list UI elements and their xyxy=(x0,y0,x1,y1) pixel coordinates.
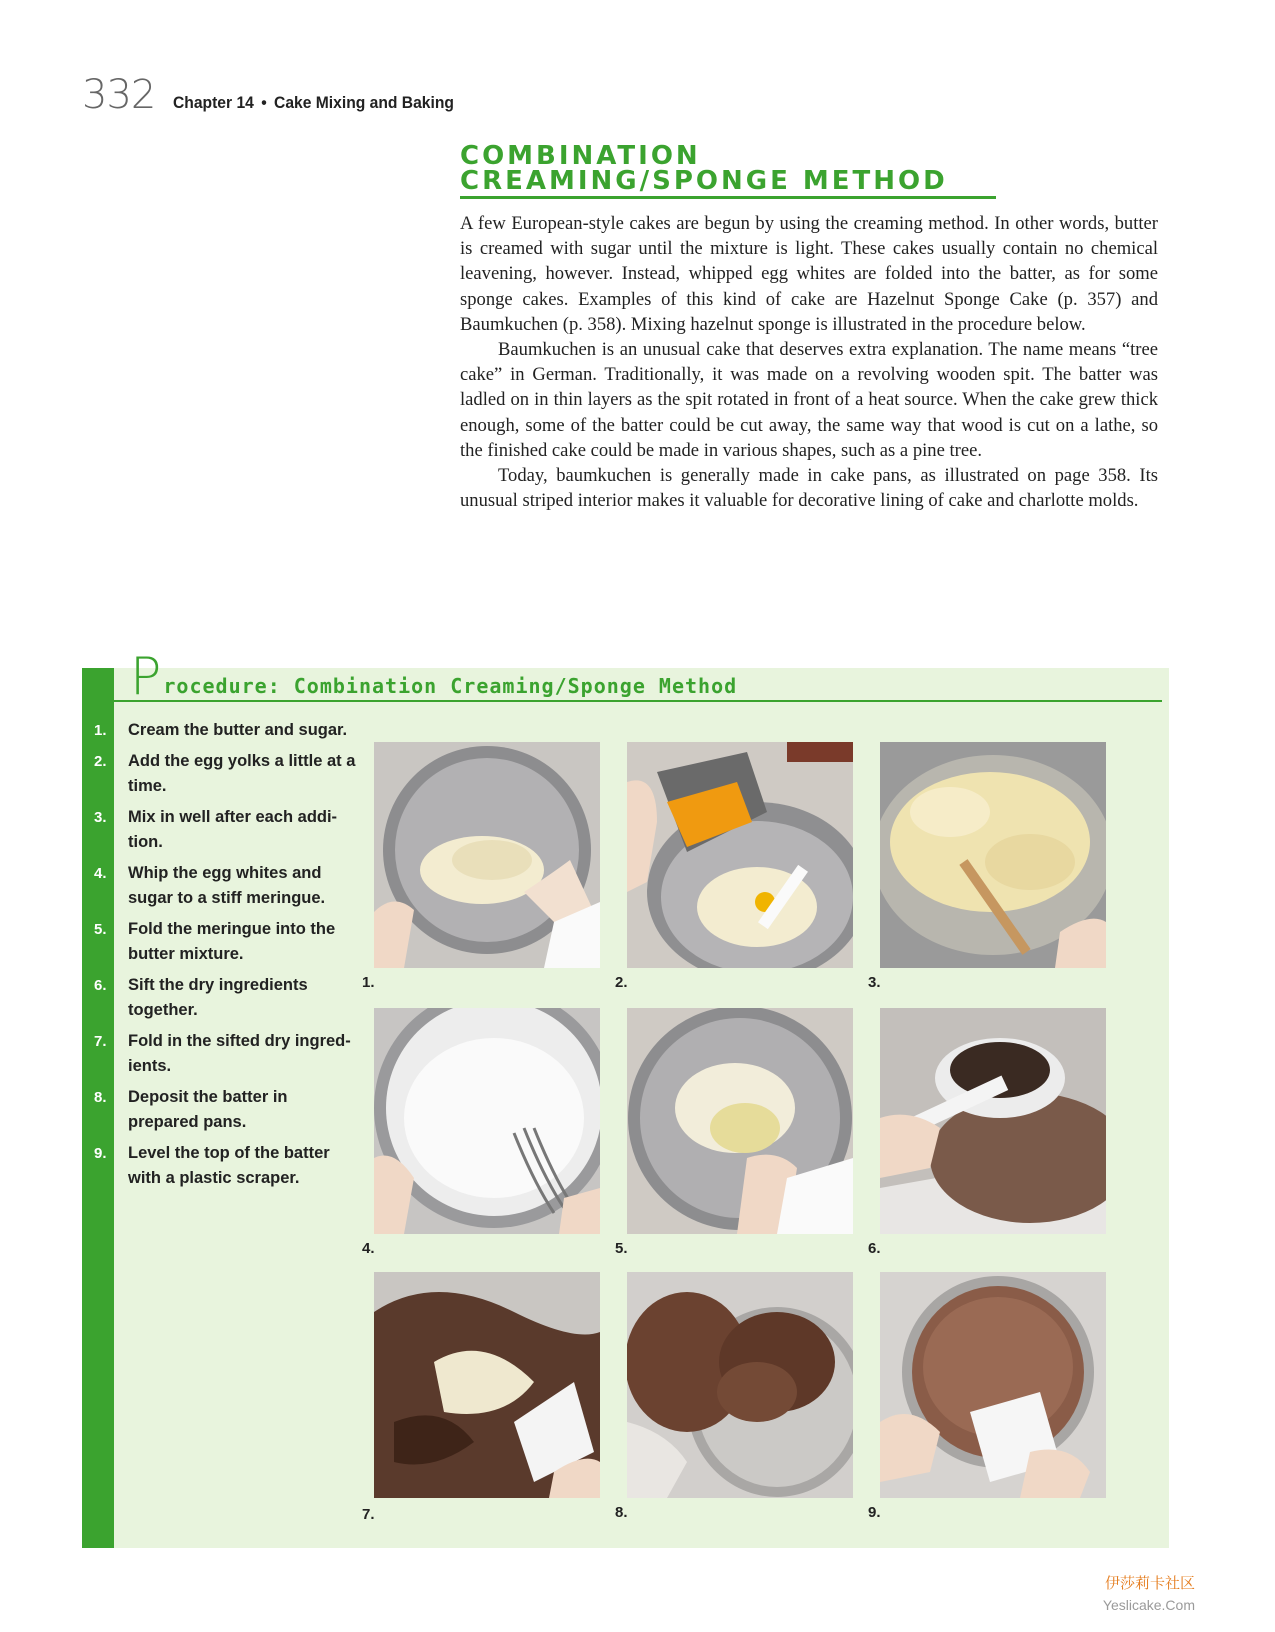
procedure-step xyxy=(82,805,362,855)
procedure-step xyxy=(82,917,362,967)
procedure-step xyxy=(82,1029,362,1079)
photo-level-batter xyxy=(880,1272,1106,1498)
step-number: 7. xyxy=(94,1033,107,1050)
procedure-step xyxy=(82,749,362,799)
watermark-cn: 伊莎莉卡社区 xyxy=(1104,1574,1195,1592)
photo-label: 6. xyxy=(868,1240,881,1257)
photo-label: 7. xyxy=(362,1506,375,1523)
chapter-heading xyxy=(173,93,454,113)
photo-label: 3. xyxy=(868,974,881,991)
procedure-step xyxy=(82,861,362,911)
step-text: Fold the meringue into the butter mixture. xyxy=(128,920,336,963)
step-text: Fold in the sifted dry ingred-ients. xyxy=(128,1032,351,1075)
step-number: 2. xyxy=(94,753,107,770)
photo-mix-well xyxy=(880,742,1106,968)
step-number: 5. xyxy=(94,921,107,938)
paragraph: Today, baumkuchen is generally made in cake pans, as illustrated on page 358. Its unusual striped interior makes it valuable for decorative lining of cake and charlotte molds. xyxy=(460,465,1158,512)
step-number: 9. xyxy=(94,1145,107,1162)
photo-whip-meringue xyxy=(374,1008,600,1234)
photo-label: 1. xyxy=(362,974,375,991)
step-text: Sift the dry ingredients together. xyxy=(128,976,308,1019)
procedure-step xyxy=(82,718,362,743)
section-title xyxy=(460,141,1158,196)
photo-label: 4. xyxy=(362,1240,375,1257)
photo-label: 9. xyxy=(868,1504,881,1521)
procedure-title-text: rocedure: Combination Creaming/Sponge Method xyxy=(163,674,738,698)
section-title-line2: CREAMING/SPONGE METHOD xyxy=(460,166,948,196)
step-text: Deposit the batter in prepared pans. xyxy=(128,1088,288,1131)
photo-sift-dry xyxy=(880,1008,1106,1234)
procedure-title-initial: P xyxy=(130,647,162,707)
procedure-panel xyxy=(82,647,1169,1548)
step-number: 1. xyxy=(94,722,107,739)
photo-add-egg-yolks xyxy=(627,742,853,968)
procedure-step xyxy=(82,973,362,1023)
step-number: 6. xyxy=(94,977,107,994)
step-text: Level the top of the batter with a plastic scraper. xyxy=(128,1144,330,1187)
step-number: 3. xyxy=(94,809,107,826)
procedure-step xyxy=(82,1085,362,1135)
section-title-line1: COMBINATION xyxy=(460,141,701,171)
step-number: 4. xyxy=(94,865,107,882)
section-combination-method xyxy=(460,141,1158,513)
chapter-bullet: • xyxy=(261,93,268,112)
photo-fold-dry xyxy=(374,1272,600,1498)
watermark-en: Yeslicake.Com xyxy=(1102,1597,1195,1613)
paragraph: A few European-style cakes are begun by using the creaming method. In other words, butter is creamed with sugar until the mixture is light. These cakes usually contain no chemical leavening, however. Instead, whipped egg whites are folded into the batter, as for some sponge cakes. Examples of this kind of cake are Hazelnut Sponge Cake (p. 357) and Baumkuchen (p. 358). Mixing hazelnut sponge is illustrated in the procedure below. xyxy=(460,213,1158,335)
photo-deposit-batter xyxy=(627,1272,853,1498)
step-text: Add the egg yolks a little at a time. xyxy=(128,752,356,795)
step-text: Cream the butter and sugar. xyxy=(128,721,348,739)
page-number: 332 xyxy=(82,72,156,118)
photo-label: 5. xyxy=(615,1240,628,1257)
chapter-title: Cake Mixing and Baking xyxy=(274,93,455,112)
photo-cream-butter xyxy=(374,742,600,968)
photo-fold-meringue xyxy=(627,1008,853,1234)
paragraph: Baumkuchen is an unusual cake that deserves extra explanation. The name means “tree cake” in German. Traditionally, it was made on a revolving wooden spit. The batter was ladled on in thin layers as the spit rotated in front of a heat source. When the cake grew thick enough, some of the batter could be cut away, the same way that wood is cut on a lathe, so the finished cake could be made in various shapes, such as a pine tree. xyxy=(460,339,1158,461)
photo-label: 8. xyxy=(615,1504,628,1521)
step-text: Whip the egg whites and sugar to a stiff meringue. xyxy=(128,864,326,907)
chapter-number: Chapter 14 xyxy=(173,93,255,112)
section-body xyxy=(460,211,1158,513)
photo-label: 2. xyxy=(615,974,628,991)
procedure-title xyxy=(130,647,738,707)
step-text: Mix in well after each addi-tion. xyxy=(128,808,338,851)
page-header xyxy=(82,72,479,116)
step-number: 8. xyxy=(94,1089,107,1106)
procedure-step xyxy=(82,1141,362,1191)
watermark xyxy=(1103,1572,1195,1613)
title-underline xyxy=(460,196,996,199)
procedure-steps xyxy=(82,718,362,1197)
